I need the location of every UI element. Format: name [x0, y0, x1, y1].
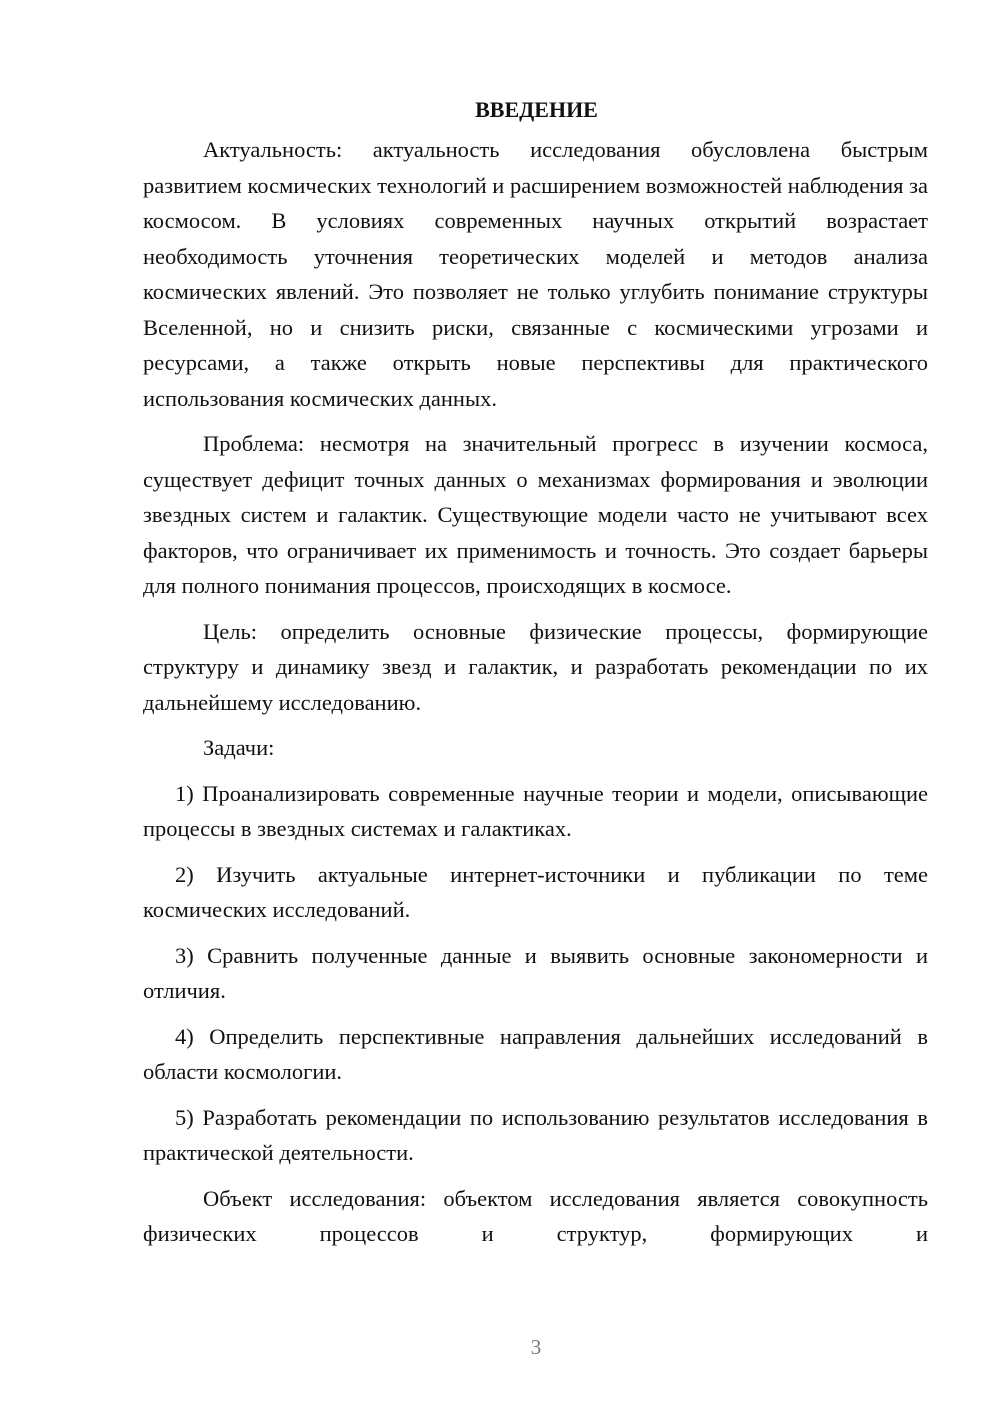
section-heading: ВВЕДЕНИЕ	[475, 97, 598, 122]
task-item-4: 4) Определить перспективные направления дальнейших исследований в области космологии.	[143, 1023, 928, 1084]
page-number: 3	[530, 1335, 542, 1359]
problem-paragraph: Проблема: несмотря на значительный прогресс в изучении космоса, существует дефицит точных данных о механизмах формирования и эволюции звездных систем и галактик. Существующие модели часто не учитывают всех факторов, что ограничивает их применимость и точность. Это создает барьеры для полного понимания процессов, происходящих в космосе.	[143, 431, 928, 598]
relevance-paragraph: Актуальность: актуальность исследования обусловлена быстрым развитием космических технологий и расширением возможностей наблюдения за космосом. В условиях современных научных открытий возрастает необходимость уточнения теоретических моделей и методов анализа космических явлений. Это позволяет не только углубить понимание структуры Вселенной, но и снизить риски, связанные с космическими угрозами и ресурсами, а также открыть новые перспективы для практического использования космических данных.	[143, 137, 928, 411]
task-item-1: 1) Проанализировать современные научные теории и модели, описывающие процессы в звездных системах и галактиках.	[143, 780, 928, 841]
page-content	[143, 92, 928, 1252]
goal-paragraph: Цель: определить основные физические процессы, формирующие структуру и динамику звезд и галактик, и разработать рекомендации по их дальнейшему исследованию.	[143, 618, 928, 715]
task-item-2: 2) Изучить актуальные интернет-источники и публикации по теме космических исследований.	[143, 861, 928, 922]
task-item-5: 5) Разработать рекомендации по использованию результатов исследования в практической деятельности.	[143, 1104, 928, 1165]
task-item-3: 3) Сравнить полученные данные и выявить основные закономерности и отличия.	[143, 942, 928, 1003]
object-paragraph: Объект исследования: объектом исследования является совокупность физических процессов и структур, формирующих и	[143, 1185, 928, 1246]
tasks-label: Задачи:	[203, 735, 275, 760]
